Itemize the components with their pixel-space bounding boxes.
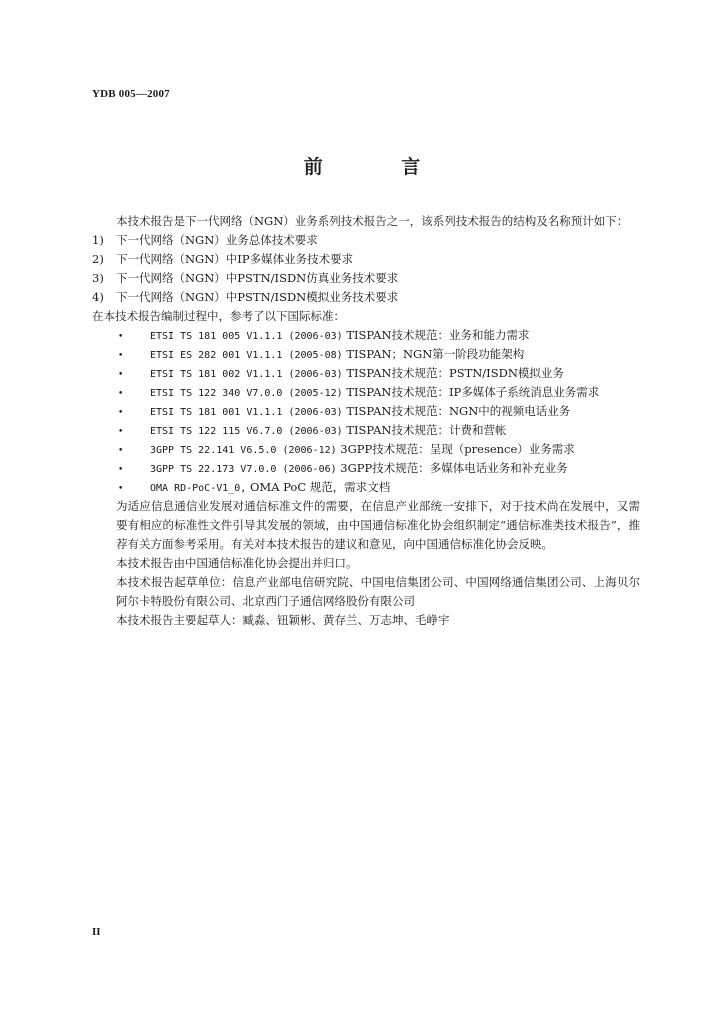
bullet-icon: • (118, 446, 124, 456)
series-item (92, 269, 640, 288)
reference-item (92, 364, 640, 383)
series-item (92, 250, 640, 269)
reference-desc: TISPAN技术规范：NGN中的视频电话业务 (346, 404, 571, 418)
reference-code: ETSI TS 122 115 V6.7.0 (2006-03) (150, 426, 343, 437)
bullet-icon: • (118, 351, 124, 361)
proposer-paragraph: 本技术报告由中国通信标准化协会提出并归口。 (116, 556, 358, 570)
page-title: 前 言 (303, 156, 457, 178)
series-item-number: 2) (92, 252, 104, 266)
series-item-text: 下一代网络（NGN）中PSTN/ISDN仿真业务技术要求 (116, 271, 399, 285)
reference-desc: TISPAN技术规范：计费和营帐 (346, 423, 507, 437)
series-item-number: 1) (92, 233, 104, 247)
reference-item (92, 326, 640, 345)
reference-code: 3GPP TS 22.173 V7.0.0 (2006-06) (150, 464, 337, 475)
reference-desc: 3GPP技术规范：多媒体电话业务和补充业务 (340, 461, 568, 475)
series-item-number: 4) (92, 290, 104, 304)
reference-desc: TISPAN技术规范：IP多媒体子系统消息业务需求 (346, 385, 600, 399)
bullet-icon: • (118, 389, 124, 399)
document-body (92, 212, 640, 630)
bullet-icon: • (118, 465, 124, 475)
reference-code: 3GPP TS 22.141 V6.5.0 (2006-12) (150, 445, 337, 456)
document-code: YDB 005—2007 (92, 88, 170, 100)
reference-code: ETSI TS 122 340 V7.0.0 (2005-12) (150, 388, 343, 399)
bullet-icon: • (118, 370, 124, 380)
reference-code: ETSI ES 282 001 V1.1.1 (2005-08) (150, 350, 343, 361)
bullet-icon: • (118, 408, 124, 418)
drafters-paragraph: 本技术报告主要起草人：臧淼、钮颖彬、黄存兰、万志坤、毛峥宇 (116, 613, 450, 627)
bullet-icon: • (118, 332, 124, 342)
drafting-units-paragraph: 本技术报告起草单位：信息产业部电信研究院、中国电信集团公司、中国网络通信集团公司、上海贝尔阿尔卡特股份有限公司、北京西门子通信网络股份有限公司 (116, 575, 640, 608)
reference-desc: 3GPP技术规范：呈现（presence）业务需求 (340, 442, 575, 456)
reference-code: ETSI TS 181 002 V1.1.1 (2006-03) (150, 369, 343, 380)
intro-paragraph: 本技术报告是下一代网络（NGN）业务系列技术报告之一，该系列技术报告的结构及名称预计如下： (116, 214, 629, 228)
references-intro: 在本技术报告编制过程中，参考了以下国际标准： (92, 309, 345, 323)
series-item-text: 下一代网络（NGN）中IP多媒体业务技术要求 (116, 252, 354, 266)
reference-item (92, 345, 640, 364)
reference-desc: TISPAN技术规范：业务和能力需求 (346, 328, 530, 342)
bullet-icon: • (118, 484, 124, 494)
reference-item (92, 440, 640, 459)
page-number: II (92, 926, 101, 938)
series-item (92, 231, 640, 250)
adaptation-paragraph: 为适应信息通信业发展对通信标准文件的需要，在信息产业部统一安排下，对于技术尚在发展中，又需要有相应的标准性文件引导其发展的领域，由中国通信标准化协会组织制定“通信标准类技术报告”，推荐有关方面参考采用。有关对本技术报告的建议和意见，向中国通信标准化协会反映。 (116, 499, 640, 551)
reference-code: ETSI TS 181 005 V1.1.1 (2006-03) (150, 331, 343, 342)
reference-code: ETSI TS 181 001 V1.1.1 (2006-03) (150, 407, 343, 418)
series-item-text: 下一代网络（NGN）业务总体技术要求 (116, 233, 318, 247)
bullet-icon: • (118, 427, 124, 437)
reference-item (92, 459, 640, 478)
series-item (92, 288, 640, 307)
series-item-text: 下一代网络（NGN）中PSTN/ISDN模拟业务技术要求 (116, 290, 399, 304)
reference-desc: TISPAN技术规范：PSTN/ISDN模拟业务 (346, 366, 564, 380)
reference-code: OMA RD-PoC-V1_0, (150, 483, 247, 494)
reference-item (92, 478, 640, 497)
series-item-number: 3) (92, 271, 104, 285)
reference-item (92, 383, 640, 402)
reference-item (92, 421, 640, 440)
reference-item (92, 402, 640, 421)
reference-desc: TISPAN；NGN第一阶段功能架构 (346, 347, 525, 361)
reference-desc: OMA PoC 规范，需求文档 (249, 480, 391, 494)
